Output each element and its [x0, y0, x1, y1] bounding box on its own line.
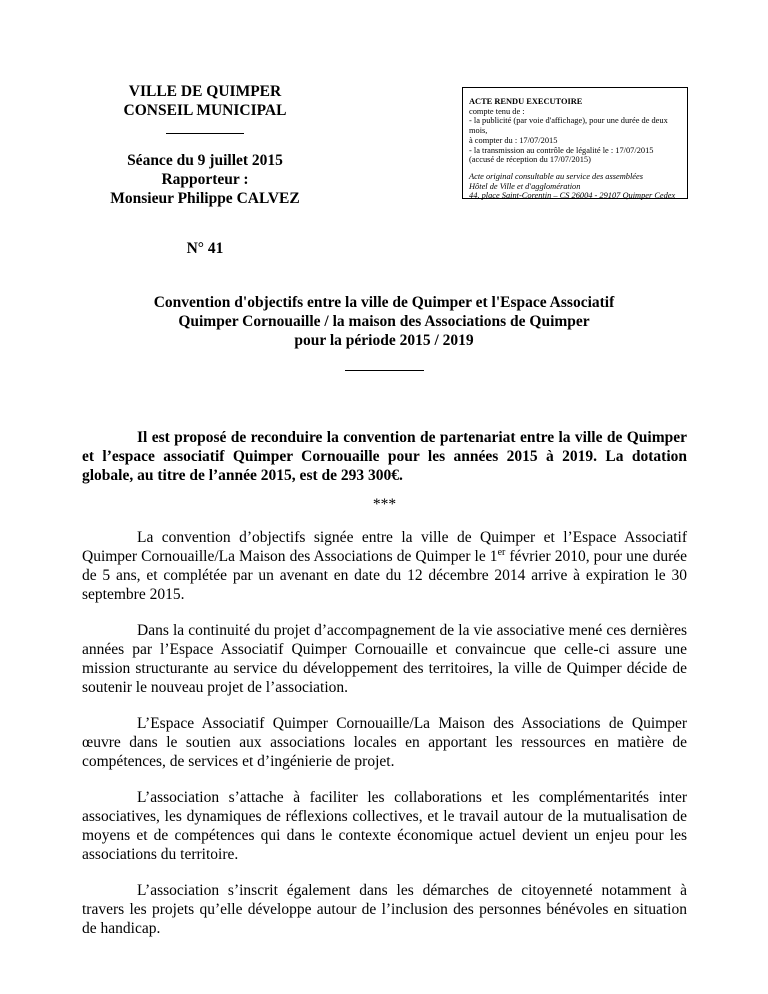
stamp-note: Acte original consultable au service des assemblées: [469, 171, 643, 181]
stamp-title: ACTE RENDU EXECUTOIRE: [469, 97, 583, 106]
rapporteur-name: Monsieur Philippe CALVEZ: [110, 190, 300, 207]
title-divider: [345, 370, 424, 371]
section-separator: ***: [372, 496, 397, 513]
stamp-address: 44, place Saint-Corentin – CS 26004 - 29107 Quimper Cedex: [469, 191, 676, 201]
council-header: [82, 82, 328, 258]
paragraph-text: La convention d’objectifs signée entre la ville de Quimper et l’Espace Associatif Quimper Cornouaille/La Maison des Associations de Quimper le 1: [82, 529, 687, 565]
intro-paragraph: Il est proposé de reconduire la convention de partenariat entre la ville de Quimper et l’espace associatif Quimper Cornouaille pour les années 2015 à 2019. La dotation globale, au titre de l’année 2015, est de 293 300€.: [82, 429, 687, 484]
title-line: Quimper Cornouaille / la maison des Associations de Quimper: [178, 313, 590, 330]
title-line: Convention d'objectifs entre la ville de Quimper et l'Espace Associatif: [153, 294, 615, 311]
stamp-line: à compter du : 17/07/2015: [469, 135, 558, 145]
stamp-line: (accusé de réception du 17/07/2015): [469, 155, 591, 165]
stamp-line: - la publicité (par voie d'affichage), pour une durée de deux mois,: [469, 116, 668, 136]
title-line: pour la période 2015 / 2019: [294, 332, 474, 349]
body-paragraph: L’association s’inscrit également dans les démarches de citoyenneté notamment à travers les projets qu’elle développe autour de l’inclusion des personnes bénévoles en situation de handicap.: [82, 882, 687, 937]
deliberation-number: N° 41: [186, 240, 224, 257]
header-divider: [166, 133, 244, 134]
ordinal-superscript: er: [497, 546, 506, 558]
document-body: [82, 428, 687, 955]
council-name: CONSEIL MUNICIPAL: [123, 102, 287, 119]
body-paragraph: [82, 528, 687, 604]
body-paragraph: L’association s’attache à faciliter les collaborations et les complémentarités inter associatives, les dynamiques de réflexions collectives, et le travail autour de la mutualisation de moyens et de compétences qui dans le contexte économique actuel devient un enjeu pour les associations du territoire.: [82, 789, 687, 863]
session-date: Séance du 9 juillet 2015: [127, 152, 283, 169]
city-name: VILLE DE QUIMPER: [128, 83, 282, 100]
stamp-line: - la transmission au contrôle de légalité le : 17/07/2015: [469, 145, 654, 155]
body-paragraph: L’Espace Associatif Quimper Cornouaille/La Maison des Associations de Quimper œuvre dans le soutien aux associations locales en apportant les ressources en matière de compétences, de services et d’ingénierie de projet.: [82, 715, 687, 770]
stamp-line: compte tenu de :: [469, 106, 525, 116]
executory-stamp-box: [462, 87, 688, 199]
document-title: [120, 293, 648, 371]
body-paragraph: Dans la continuité du projet d’accompagnement de la vie associative mené ces dernières années par l’Espace Associatif Quimper Cornouaille et convaincue que celle-ci assure une mission structurante au service du développement des territoires, la ville de Quimper décide de soutenir le nouveau projet de l’association.: [82, 622, 687, 696]
paragraph-text: février 2010, pour une durée de 5 ans, et complétée par un avenant en date du 12 décembre 2014 arrive à expiration le 30 septembre 2015.: [82, 548, 688, 603]
rapporteur-label: Rapporteur :: [161, 171, 249, 188]
stamp-note: Hôtel de Ville et d'agglomération: [469, 181, 581, 191]
